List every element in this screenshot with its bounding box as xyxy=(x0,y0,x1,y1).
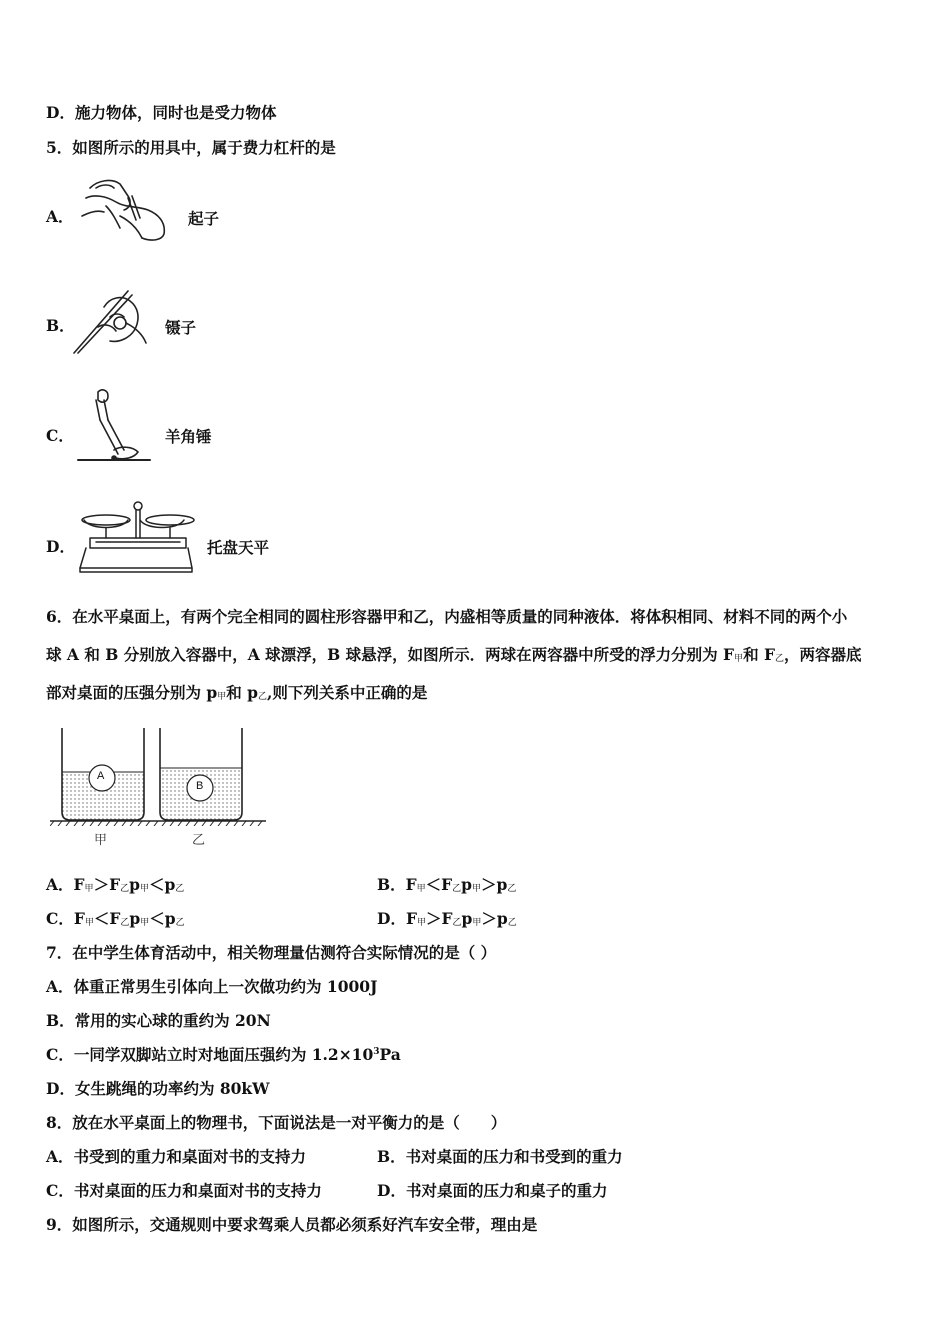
q8-option-d: D．书对桌面的压力和桌子的重力 xyxy=(377,1181,608,1200)
q7-option-b: B．常用的实心球的重约为 20N xyxy=(46,1011,271,1030)
tweezers-figure xyxy=(70,283,160,357)
q5-option-b-letter: B． xyxy=(46,316,75,335)
q5-option-d-label: 托盘天平 xyxy=(207,538,270,557)
q7-option-c: C．一同学双脚站立时对地面压强约为 $1.2\times 10^3Pa$ xyxy=(46,1045,401,1064)
q6-stem-line1: 6．在水平桌面上，有两个完全相同的圆柱形容器甲和乙，内盛相等质量的同种液体．将体积相同、材料不同的两个小 xyxy=(46,607,848,626)
q6-option-c: C．$F_甲<F_乙p_甲<p_乙$ xyxy=(46,909,185,928)
ball-a-label: A xyxy=(97,770,105,782)
q8-option-b: B．书对桌面的压力和书受到的重力 xyxy=(377,1147,623,1166)
q6-option-d: D．$F_甲>F_乙p_甲>p_乙$ xyxy=(377,909,517,928)
q7-option-d: D．女生跳绳的功率约为 80kW xyxy=(46,1079,270,1098)
q5-option-c-label: 羊角锤 xyxy=(165,427,212,446)
claw-hammer-figure xyxy=(74,384,154,464)
q8-option-c: C．书对桌面的压力和桌面对书的支持力 xyxy=(46,1181,322,1200)
q5-option-a-label: 起子 xyxy=(188,209,220,228)
q6-stem-line2: 球 A 和 B 分别放入容器中，A 球漂浮，B 球悬浮，如图所示．两球在两容器中所受的浮力分别为 $F_甲$和 $F_乙$，两容器底 xyxy=(46,645,862,664)
q6-option-b: B．$F_甲<F_乙p_甲>p_乙$ xyxy=(377,875,517,894)
ball-b-label: B xyxy=(196,780,204,792)
q5-option-c-letter: C． xyxy=(46,426,74,445)
q7-stem: 7．在中学生体育活动中，相关物理量估测符合实际情况的是（ ） xyxy=(46,943,497,962)
q5-option-a-letter: A． xyxy=(46,207,74,226)
q6-option-a: A．$F_甲>F_乙p_甲<p_乙$ xyxy=(46,875,185,894)
q5-option-b-label: 镊子 xyxy=(165,318,197,337)
q5-option-d-letter: D． xyxy=(46,537,75,556)
q7-option-a: A．体重正常男生引体向上一次做功约为 1000J xyxy=(46,977,378,996)
container-jia-label: 甲 xyxy=(94,833,108,848)
container-yi-label: 乙 xyxy=(192,833,206,848)
q6-stem-line3: 部对桌面的压强分别为 $p_甲$和 $p_乙$,则下列关系中正确的是 xyxy=(46,683,428,702)
bottle-opener-figure xyxy=(76,176,172,244)
q8-option-a: A．书受到的重力和桌面对书的支持力 xyxy=(46,1147,307,1166)
q5-stem: 5．如图所示的用具中，属于费力杠杆的是 xyxy=(46,138,336,157)
containers-figure xyxy=(50,726,270,848)
q4-option-d: D．施力物体，同时也是受力物体 xyxy=(46,103,277,122)
q9-stem: 9．如图所示，交通规则中要求驾乘人员都必须系好汽车安全带，理由是 xyxy=(46,1215,538,1234)
balance-scale-figure xyxy=(76,498,196,576)
q8-stem: 8．放在水平桌面上的物理书，下面说法是一对平衡力的是（ ） xyxy=(46,1113,507,1132)
